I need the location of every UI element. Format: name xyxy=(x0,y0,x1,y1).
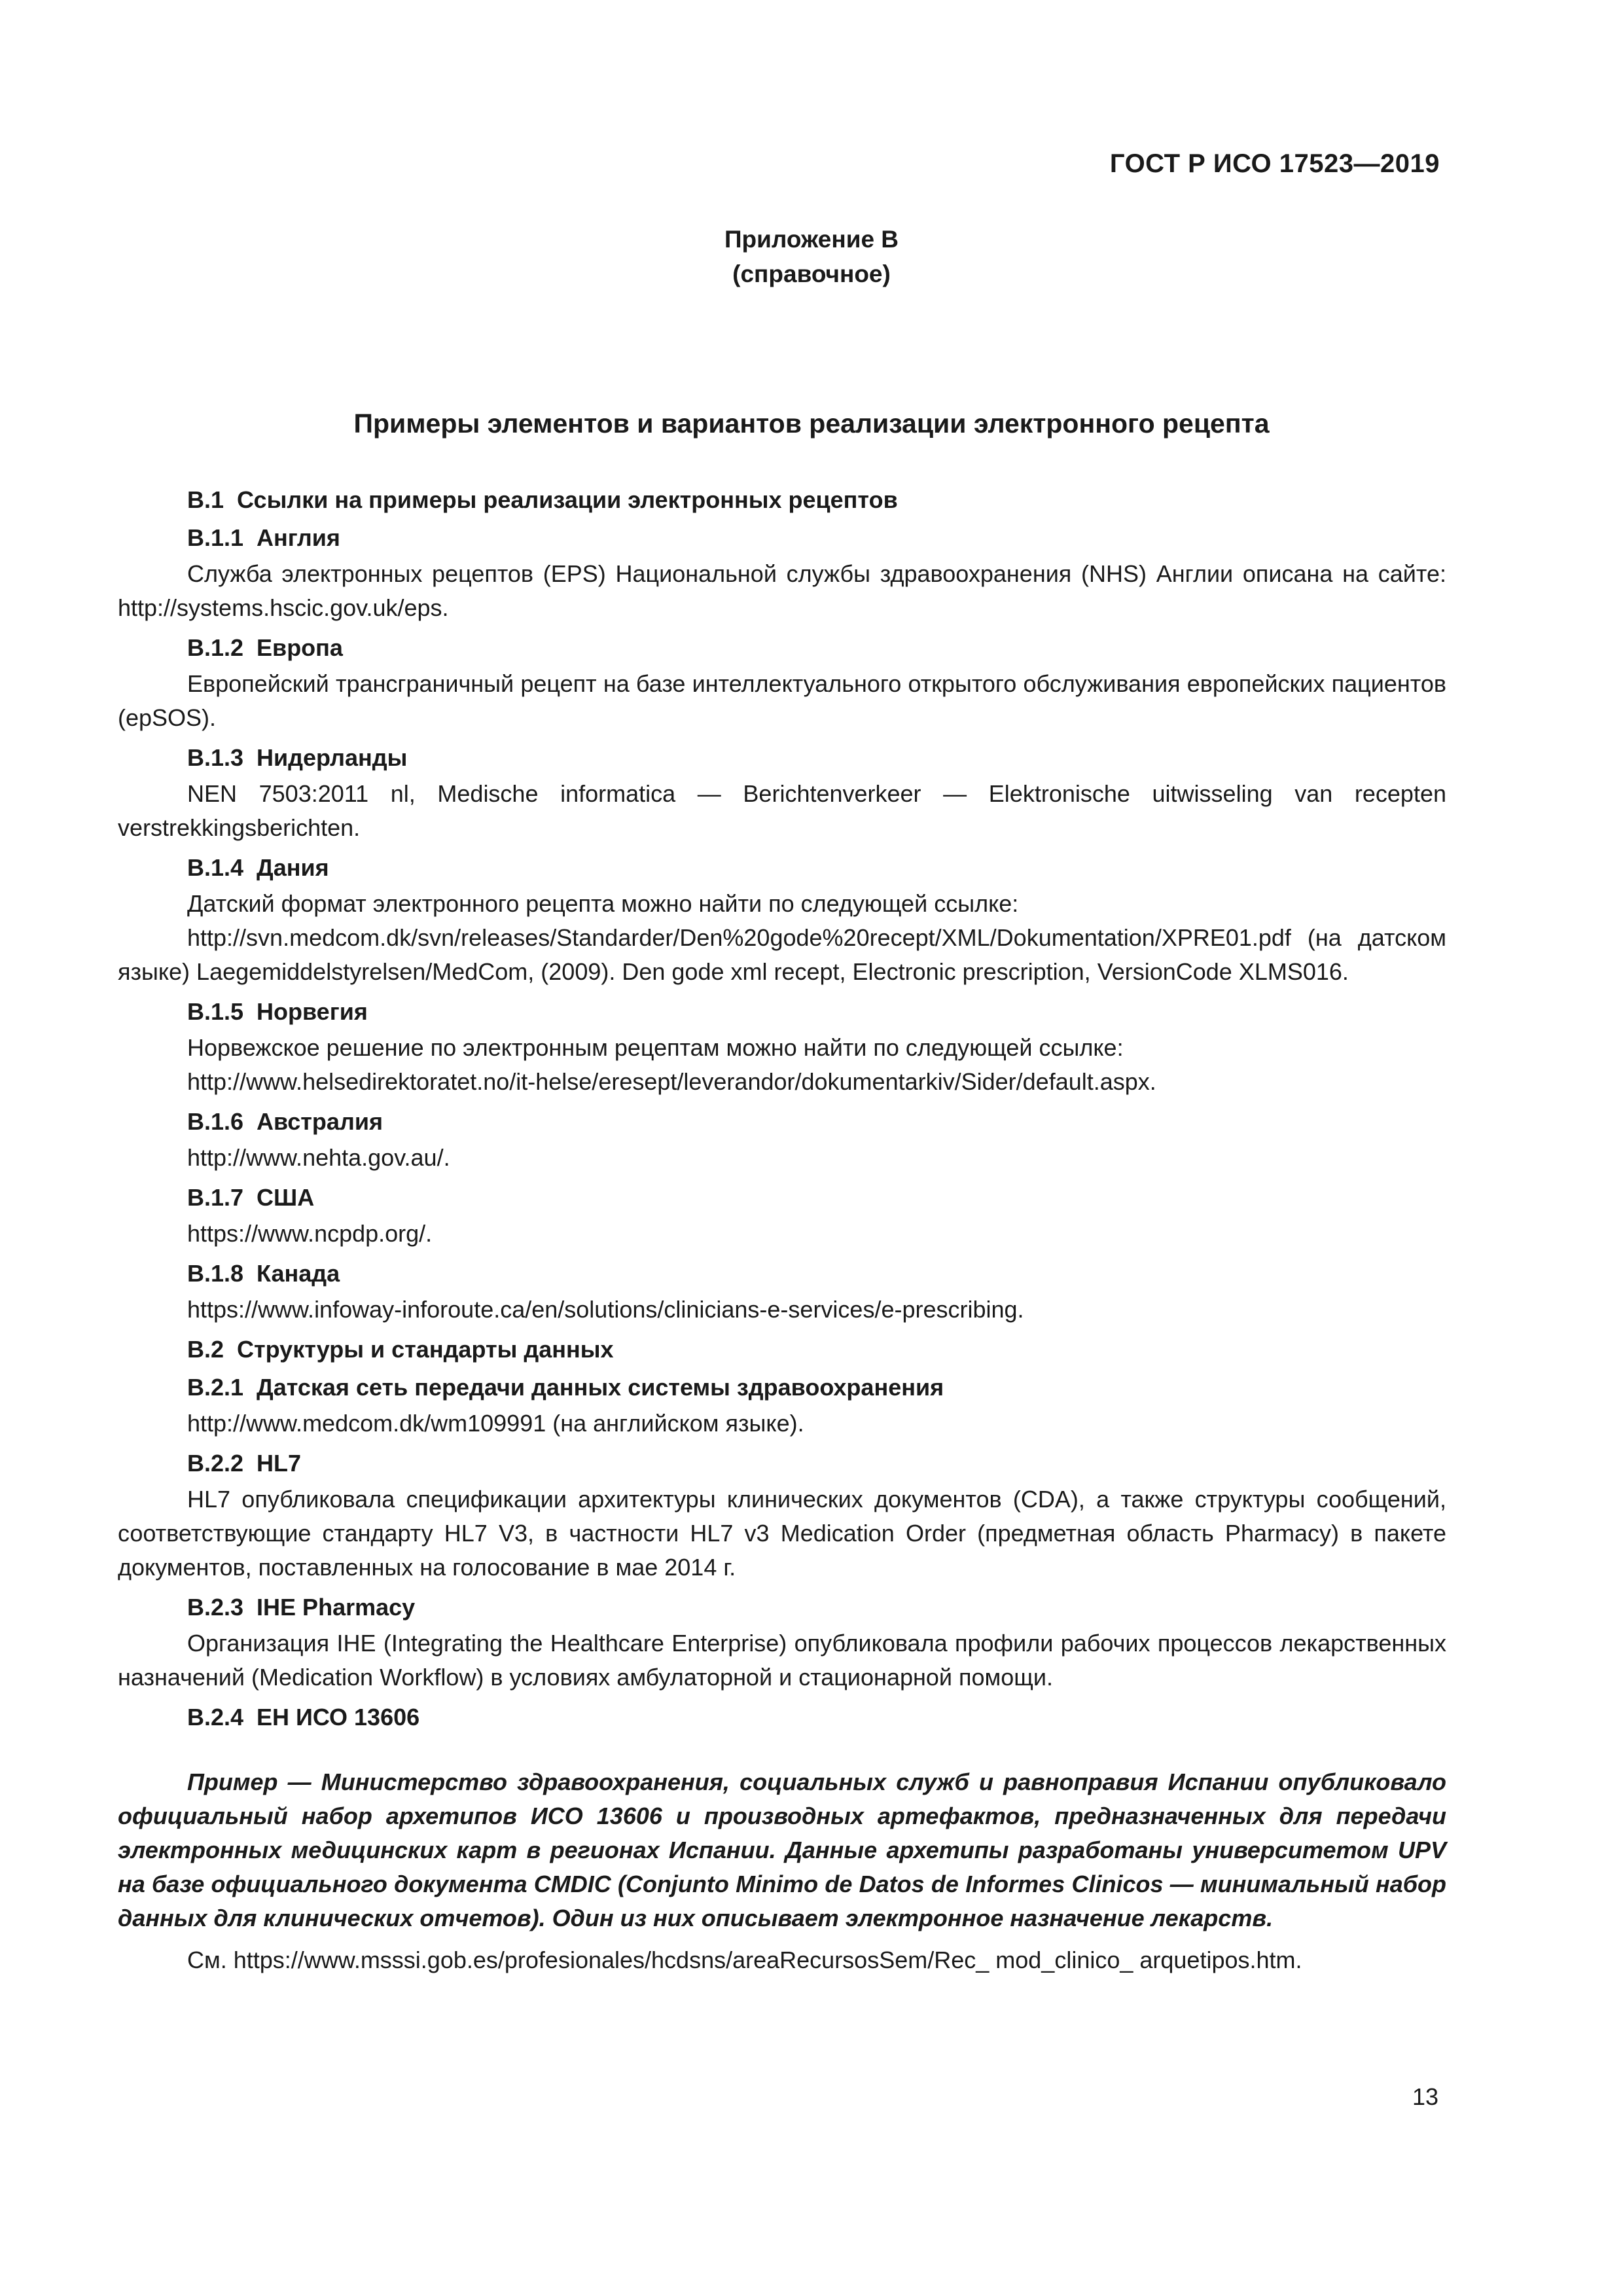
section-heading-b18: В.1.8 Канада xyxy=(187,1260,340,1287)
section-text-b12: Европейский трансграничный рецепт на базе интеллектуального открытого обслуживания европейских пациентов (epSOS). xyxy=(118,670,1446,731)
see-also-reference: См. https://www.msssi.gob.es/profesionales/hcdsns/areaRecursosSem/Rec_ mod_clinico_ arquetipos.htm. xyxy=(187,1946,1302,1973)
section-heading-b24: В.2.4 ЕН ИСО 13606 xyxy=(187,1704,420,1731)
section-heading-b22: В.2.2 HL7 xyxy=(187,1450,302,1477)
example-note: Пример — Министерство здравоохранения, социальных служб и равноправия Испании опубликовало официальный набор архетипов ИСО 13606 и производных артефактов, предназначенных для передачи электронных медицинских карт в регионах Испании. Данные архетипы разработаны университетом UPV на базе официального документа CMDIC (Conjunto Minimo de Datos de Informes Clinicos — минимальный набор данных для клинических отчетов). Один из них описывает электронное назначение лекарств. xyxy=(118,1768,1446,1931)
section-text-b15-link: http://www.helsedirektoratet.no/it-helse/eresept/leverandor/dokumentarkiv/Sider/default.aspx. xyxy=(187,1068,1156,1095)
section-text-b14-link: http://svn.medcom.dk/svn/releases/Standarder/Den%20gode%20recept/XML/Dokumentation/XPRE01.pdf (на датском языке) Laegemiddelstyrelsen/MedCom, (2009). Den gode xml recept, Electronic prescription, VersionCode XLMS016. xyxy=(118,924,1446,985)
section-text-b13: NEN 7503:2011 nl, Medische informatica — Berichtenverkeer — Elektronische uitwisseling van recepten verstrekkingsberichten. xyxy=(118,780,1446,841)
page-number: 13 xyxy=(1412,2083,1438,2110)
annex-label: Приложение В xyxy=(724,226,899,253)
section-text-b14-intro: Датский формат электронного рецепта можно найти по следующей ссылке: xyxy=(187,890,1019,917)
section-text-b21: http://www.medcom.dk/wm109991 (на английском языке). xyxy=(187,1410,804,1437)
section-heading-b2: В.2 Структуры и стандарты данных xyxy=(187,1336,614,1363)
document-body xyxy=(118,481,1446,1981)
section-text-b15-intro: Норвежское решение по электронным рецептам можно найти по следующей ссылке: xyxy=(187,1034,1124,1061)
section-heading-b23: В.2.3 IHE Pharmacy xyxy=(187,1594,416,1621)
section-heading-b11: В.1.1 Англия xyxy=(187,524,340,551)
section-heading-b13: В.1.3 Нидерланды xyxy=(187,744,408,771)
section-heading-b1: В.1 Ссылки на примеры реализации электронных рецептов xyxy=(187,486,898,513)
section-heading-b17: В.1.7 США xyxy=(187,1184,315,1211)
section-text-b22: HL7 опубликовала спецификации архитектуры клинических документов (CDA), а также структуры сообщений, соответствующие стандарту HL7 V3, в частности HL7 v3 Medication Order (предметная область Pharmacy) в пакете документов, поставленных на голосование в мае 2014 г. xyxy=(118,1486,1446,1581)
section-heading-b14: В.1.4 Дания xyxy=(187,854,329,881)
document-code: ГОСТ Р ИСО 17523—2019 xyxy=(1109,149,1440,178)
section-heading-b16: В.1.6 Австралия xyxy=(187,1108,383,1135)
section-text-b11: Служба электронных рецептов (EPS) Национальной службы здравоохранения (NHS) Англии описана на сайте: http://systems.hscic.gov.uk/eps. xyxy=(118,560,1446,621)
section-text-b23: Организация IHE (Integrating the Healthcare Enterprise) опубликовала профили рабочих процессов лекарственных назначений (Medication Workflow) в условиях амбулаторной и стационарной помощи. xyxy=(118,1630,1446,1691)
section-heading-b12: В.1.2 Европа xyxy=(187,634,343,661)
section-text-b18: https://www.infoway-inforoute.ca/en/solutions/clinicians-e-services/e-prescribing. xyxy=(187,1296,1024,1323)
section-text-b17: https://www.ncpdp.org/. xyxy=(187,1220,433,1247)
section-text-b16: http://www.nehta.gov.au/. xyxy=(187,1144,450,1171)
section-heading-b15: В.1.5 Норвегия xyxy=(187,998,368,1025)
section-heading-b21: В.2.1 Датская сеть передачи данных системы здравоохранения xyxy=(187,1374,944,1401)
annex-type: (справочное) xyxy=(732,260,891,287)
annex-title: Примеры элементов и вариантов реализации электронного рецепта xyxy=(353,408,1270,439)
